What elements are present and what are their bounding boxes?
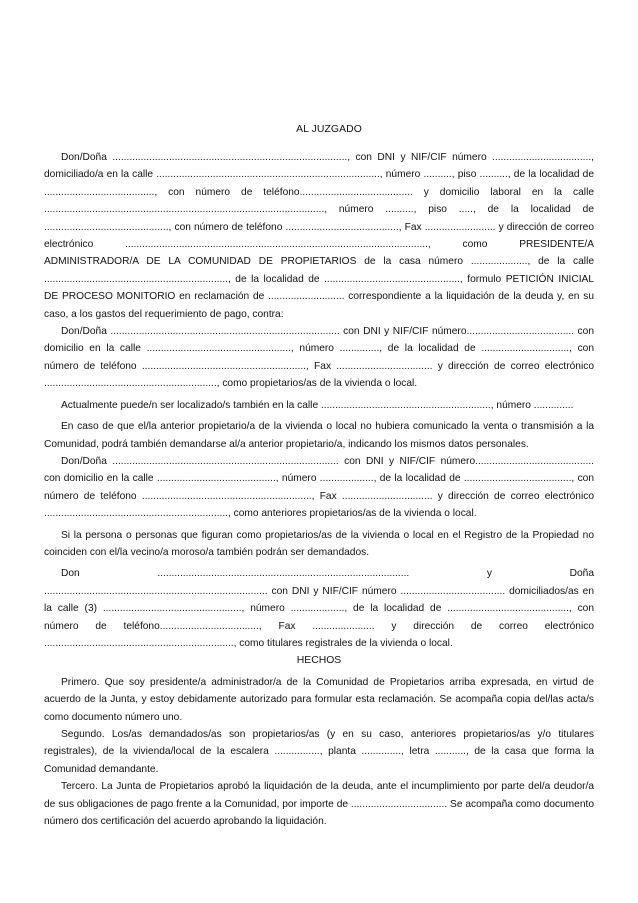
document-body [44, 149, 594, 830]
claimant-paragraph: Don/Doña ..................................................................................., con DNI y NIF/CIF número ..................................., domiciliado/a en la calle ..............................................................................., número .........., piso .........., de la localidad de ......................................., con número de teléfono........................................ y domicilio laboral en la calle ..................................................................................................., número .........., piso ....., de la localidad de ............................................, con número de teléfono ........................................, Fax ......................... y dirección de correo electrónico ..........................................................................................................., como PRESIDENTE/A ADMINISTRADOR/A DE LA COMUNIDAD DE PROPIETARIOS de la casa número ...................., de la calle ................................................................., de la localidad de ................................................, formulo PETICIÓN INICIAL DE PROCESO MONITORIO en reclamación de ........................... correspondiente a la liquidación de la deuda y, en su caso, a los gastos del requerimiento de pago, contra: [44, 152, 594, 320]
prior-owner-paragraph: Don/Doña ................................................................................ con DNI y NIF/CIF número.......................................... con domicilio en la calle .........................................., número ..................., de la localidad de ......................................, con número de teléfono ............................................................, Fax ................................ y dirección de correo electrónico ................................................................., como anteriores propietarios/as de la vivienda o local. [44, 455, 594, 520]
fact-second: Segundo. Los/as demandados/as son propietarios/as (y en su caso, anteriores propietarios/as y/o titulares registrales), de la vivienda/local de la escalera ................, planta .............., letra ..........., de la casa que forma la Comunidad demandante. [44, 729, 594, 775]
debtor-paragraph: Don/Doña ................................................................................. con DNI y NIF/CIF número...................................... con domicilio en la calle ..................................................., número .............., de la localidad de ..............................., con número de teléfono .........................................................., Fax .................................. y dirección de correo electrónico ............................................................., como propietarios/as de la vivienda o local. [44, 326, 594, 390]
fact-third: Tercero. La Junta de Propietarios aprobó la liquidación de la deuda, ante el incumplimiento por parte del/a deudor/a de sus obligaciones de pago frente a la Comunidad, por importe de .................................. Se acompaña como documento número dos certificación del acuerdo aprobando la liquidación. [44, 781, 594, 828]
registry-note: Si la persona o personas que figuran como propietarios/as de la vivienda o local en el Registro de la Propiedad no coinciden con el/la vecino/a moroso/a también podrán ser demandados. [44, 529, 594, 558]
fact-first: Primero. Que soy presidente/a administrador/a de la Comunidad de Propietarios arriba expresada, en virtud de acuerdo de la Junta, y estoy debidamente autorizado para formular esta reclamación. Se acompaña copia del/las acta/s como documento número uno. [44, 676, 594, 723]
court-heading: AL JUZGADO [296, 124, 362, 135]
registry-owners-paragraph: Don ......................................................................................... y Doña ............................................................................... con DNI y NIF/CIF número ..................................... domiciliados/as en la calle (3) ................................................., número ..................., de la localidad de ..........................................., con número de teléfono..................................., Fax ...................... y dirección de correo electrónico ..................................................................., como titulares registrales de la vivienda o local. [44, 568, 594, 649]
current-location-paragraph: Actualmente puede/n ser localizado/s también en la calle ............................................................, número .............. [61, 399, 574, 411]
prior-owner-note: En caso de que el/la anterior propietario/a de la vivienda o local no hubiera comunicado la venta o transmisión a la Comunidad, podrá también demandarse al/a anterior propietario/a, indicando los mismos datos personales. [44, 421, 594, 450]
facts-heading: HECHOS [296, 655, 342, 667]
